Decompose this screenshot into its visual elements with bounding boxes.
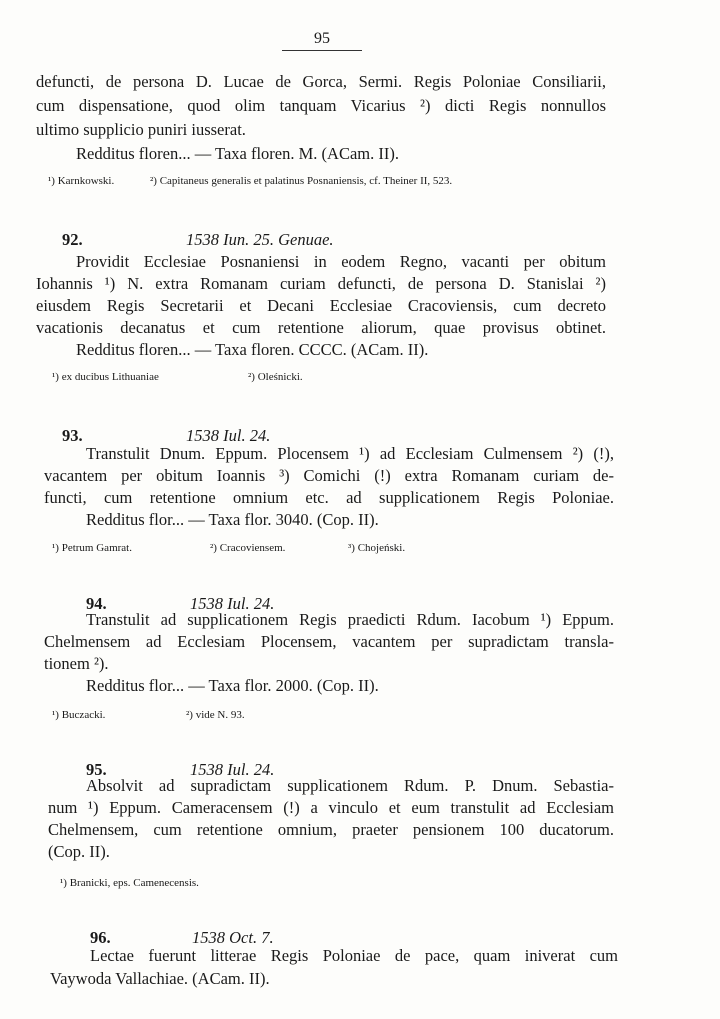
entry-date: 1538 Oct. 7. — [192, 928, 274, 947]
footnote: ¹) Karnkowski. — [48, 175, 115, 187]
footnote: ²) vide N. 93. — [186, 709, 245, 721]
footnote: ²) Capitaneus generalis et palatinus Posnaniensis, cf. Theiner II, 523. — [150, 175, 453, 187]
footnote: ³) Chojeński. — [348, 542, 406, 554]
body-line: Iohannis ¹) N. extra Romanam curiam defuncti, de persona D. Stanislai ²) — [36, 274, 606, 293]
body-line: defuncti, de persona D. Lucae de Gorca, Sermi. Regis Poloniae Consiliarii, — [36, 72, 606, 91]
body-line: eiusdem Regis Secretarii et Decani Ecclesiae Cracoviensis, cum decreto — [36, 296, 606, 315]
body-line: vacantem per obitum Ioannis ³) Comichi (!) extra Romanam curiam de- — [44, 466, 614, 485]
body-line: cum dispensatione, quod olim tanquam Vicarius ²) dicti Regis nonnullos — [36, 96, 606, 115]
body-line: Absolvit ad supradictam supplicationem Rdum. P. Dnum. Sebastia- — [86, 776, 614, 795]
entry-number: 95. — [86, 760, 107, 779]
footnote: ¹) ex ducibus Lithuaniae — [52, 371, 159, 383]
footnote: ²) Cracoviensem. — [210, 542, 286, 554]
header-rule — [282, 50, 362, 51]
body-line: Transtulit ad supplicationem Regis praedicti Rdum. Iacobum ¹) Eppum. — [86, 610, 614, 629]
body-line: Redditus flor... — Taxa flor. 3040. (Cop. II). — [86, 510, 379, 529]
entry-date: 1538 Iul. 24. — [190, 760, 275, 779]
page-header — [282, 30, 362, 51]
body-line: Providit Ecclesiae Posnaniensi in eodem Regno, vacanti per obitum — [76, 252, 606, 271]
body-line: Transtulit Dnum. Eppum. Plocensem ¹) ad Ecclesiam Culmensem ²) (!), — [86, 444, 614, 463]
page-number: 95 — [314, 30, 330, 47]
footnote: ¹) Buczacki. — [52, 709, 106, 721]
body-line: functi, cum retentione omnium etc. ad supplicationem Regis Poloniae. — [44, 488, 614, 507]
entry-date: 1538 Iul. 24. — [186, 426, 271, 445]
body-line: Lectae fuerunt litterae Regis Poloniae de pace, quam iniverat cum — [90, 946, 618, 965]
footnote: ¹) Branicki, eps. Camenecensis. — [60, 877, 199, 889]
entry-date: 1538 Iul. 24. — [190, 594, 275, 613]
body-line: (Cop. II). — [48, 842, 110, 861]
body-line: Redditus floren... — Taxa floren. M. (ACam. II). — [76, 144, 399, 163]
body-line: Redditus flor... — Taxa flor. 2000. (Cop. II). — [86, 676, 379, 695]
footnote: ²) Oleśnicki. — [248, 371, 303, 383]
body-line: Redditus floren... — Taxa floren. CCCC. (ACam. II). — [76, 340, 429, 359]
body-line: vacationis decanatus et cum retentione aliorum, quae provisus obtinet. — [36, 318, 606, 337]
body-line: ultimo supplicio puniri iusserat. — [36, 120, 246, 139]
footnote: ¹) Petrum Gamrat. — [52, 542, 132, 554]
body-line: Chelmensem ad Ecclesiam Plocensem, vacantem per supradictam transla- — [44, 632, 614, 651]
entry-date: 1538 Iun. 25. Genuae. — [186, 230, 334, 249]
entry-number: 92. — [62, 230, 83, 249]
body-line: tionem ²). — [44, 654, 109, 673]
entry-number: 93. — [62, 426, 83, 445]
body-line: num ¹) Eppum. Cameracensem (!) a vinculo et eum transtulit ad Ecclesiam — [48, 798, 614, 817]
body-line: Vaywoda Vallachiae. (ACam. II). — [50, 969, 270, 988]
body-line: Chelmensem, cum retentione omnium, praeter pensionem 100 ducatorum. — [48, 820, 614, 839]
entry-number: 96. — [90, 928, 111, 947]
entry-number: 94. — [86, 594, 107, 613]
